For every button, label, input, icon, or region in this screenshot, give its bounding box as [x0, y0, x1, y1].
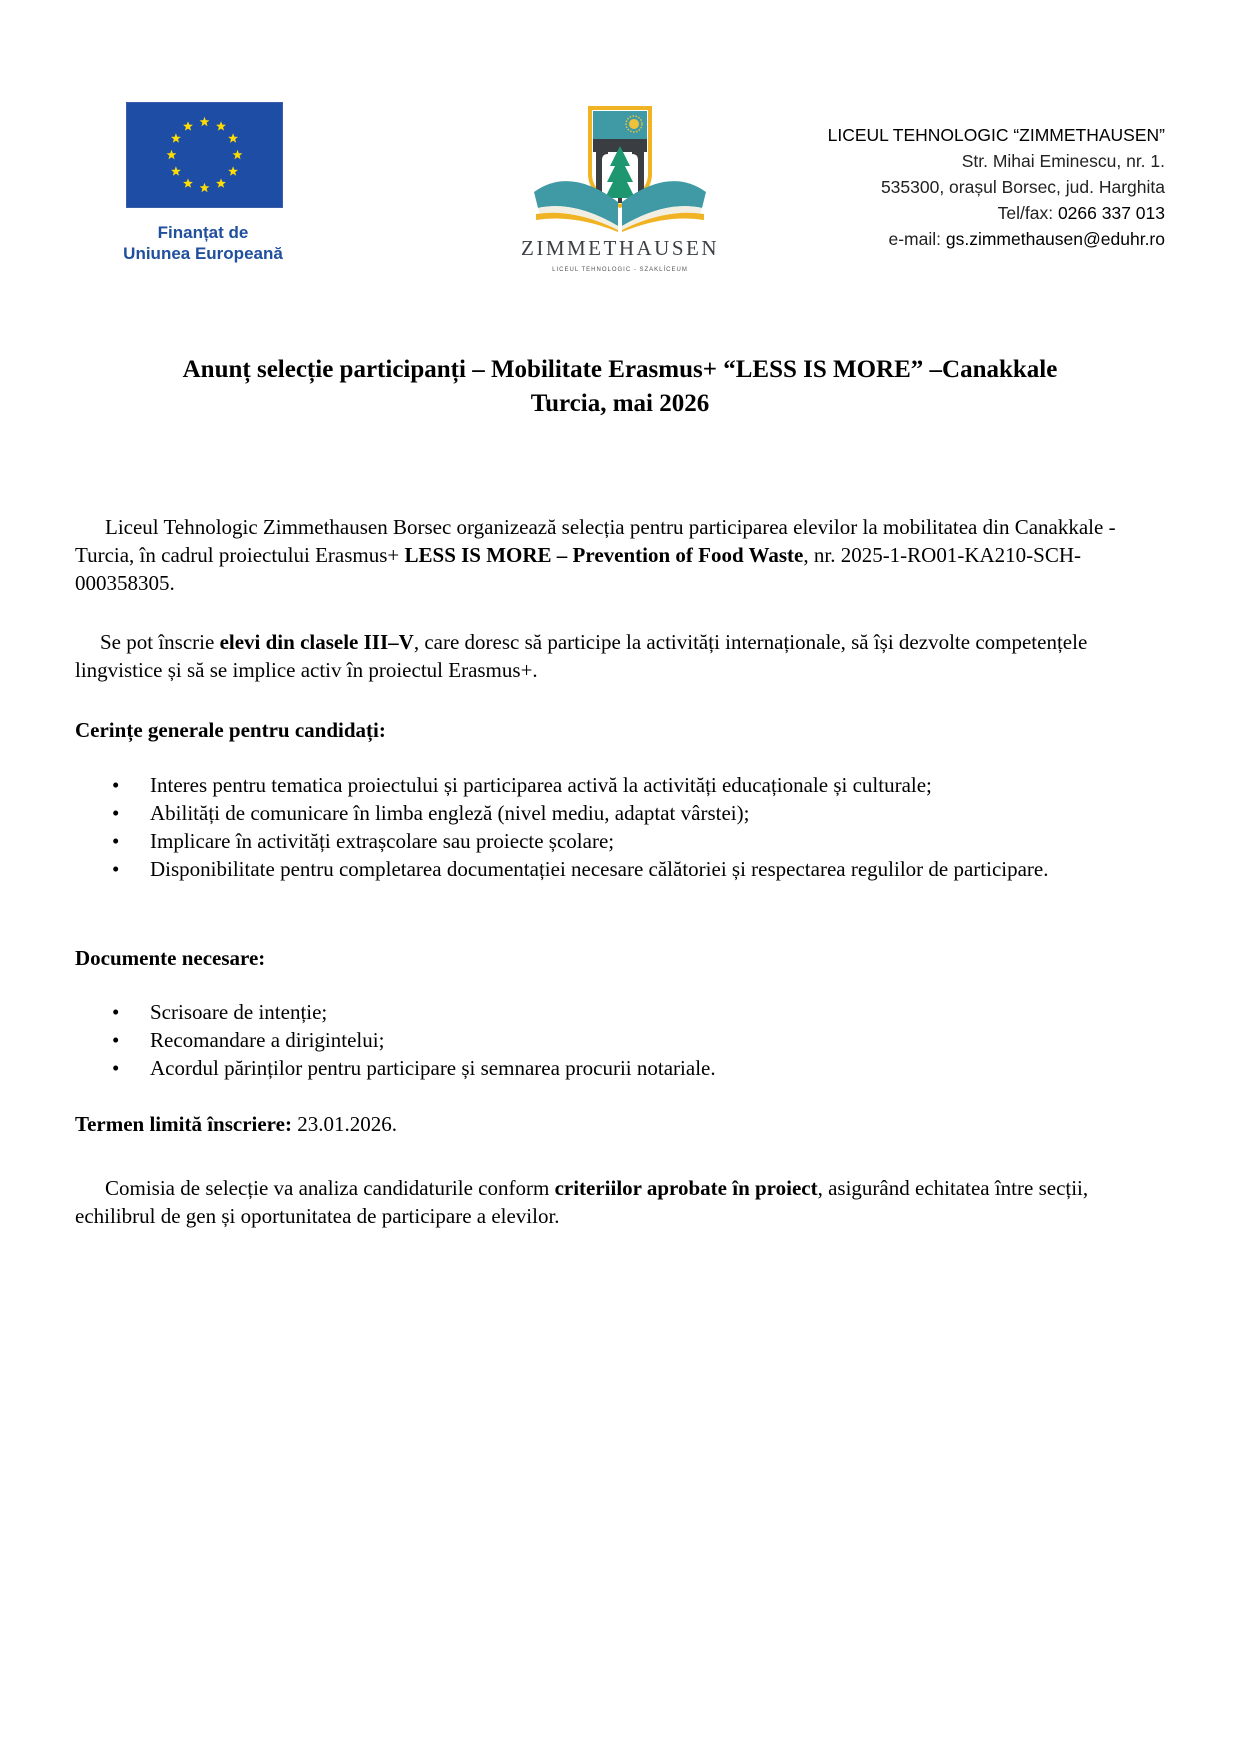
school-phone-line	[828, 200, 1165, 226]
bullet-icon: •	[112, 1056, 120, 1080]
email-address[interactable]: gs.zimmethausen@eduhr.ro	[945, 229, 1165, 249]
eu-text-line1: Finanțat de	[157, 223, 249, 242]
deadline-date: 23.01.2026.	[291, 1112, 397, 1136]
email-label: e-mail:	[888, 229, 946, 249]
announcement-title	[80, 353, 1160, 421]
requirement-text: Disponibilitate pentru completarea documentației necesare călătoriei și respectarea regulilor de participare.	[150, 857, 1049, 881]
school-city: 535300, orașul Borsec, jud. Harghita	[880, 177, 1165, 197]
school-street: Str. Mihai Eminescu, nr. 1.	[961, 151, 1165, 171]
school-email-line	[828, 226, 1165, 252]
list-item	[110, 799, 1150, 827]
project-number: , nr. 2025-1-RO01-KA210-SCH-000358305.	[75, 543, 1082, 595]
school-contact-block	[828, 122, 1165, 252]
eu-funding-text	[118, 222, 288, 264]
eligibility-paragraph	[75, 628, 1160, 684]
list-item	[110, 1054, 1150, 1082]
documents-heading: Documente necesare:	[75, 946, 266, 970]
bullet-icon: •	[112, 829, 120, 853]
list-item	[110, 771, 1150, 799]
school-crest-icon	[530, 104, 710, 232]
requirement-text: Interes pentru tematica proiectului și participarea activă la activități educaționale și culturale;	[150, 773, 932, 797]
bullet-icon: •	[112, 857, 120, 881]
school-title: LICEUL TEHNOLOGIC “ZIMMETHAUSEN”	[827, 125, 1165, 145]
phone-number: 0266 337 013	[1057, 203, 1165, 223]
phone-label: Tel/fax:	[997, 203, 1058, 223]
intro-text: Liceul Tehnologic Zimmethausen Borsec organizează selecția pentru participarea elevilor la mobilitatea din Canakkale - Turcia, în cadrul proiectului Erasmus+	[75, 515, 1116, 567]
bullet-icon: •	[112, 773, 120, 797]
school-logo-subtitle: LICEUL TEHNOLOGIC - SZAKLÍCEUM	[552, 267, 688, 273]
selection-criteria: criteriilor aprobate în proiect	[554, 1176, 818, 1200]
eu-text-line2: Uniunea Europeană	[123, 244, 283, 263]
eu-flag-icon	[126, 102, 283, 208]
documents-list	[110, 998, 1150, 1082]
bullet-icon: •	[112, 801, 120, 825]
eu-funding-logo	[118, 102, 288, 264]
document-text: Acordul părinților pentru participare și semnarea procurii notariale.	[150, 1056, 716, 1080]
project-name: LESS IS MORE – Prevention of Food Waste	[404, 543, 804, 567]
eligibility-text: Se pot înscrie	[100, 630, 220, 654]
title-line-1: Anunț selecție participanți – Mobilitate Erasmus+ “LESS IS MORE” –Canakkale	[182, 356, 1058, 383]
list-item	[110, 827, 1150, 855]
eligible-classes: elevi din clasele III–V	[219, 630, 414, 654]
intro-paragraph	[75, 513, 1160, 597]
requirements-heading: Cerințe generale pentru candidați:	[75, 718, 386, 742]
title-line-2: Turcia, mai 2026	[530, 390, 710, 417]
document-text: Recomandare a dirigintelui;	[150, 1028, 385, 1052]
deadline-line	[75, 1110, 397, 1138]
bullet-icon: •	[112, 1000, 120, 1024]
list-item	[110, 998, 1150, 1026]
list-item	[110, 1026, 1150, 1054]
school-logo-name: ZIMMETHAUSEN	[521, 236, 719, 260]
closing-text-rest: , asigurând echitatea între secții, echilibrul de gen și oportunitatea de participare a elevilor.	[75, 1176, 1089, 1228]
list-item	[110, 855, 1150, 883]
closing-paragraph	[75, 1174, 1160, 1230]
requirement-text: Abilități de comunicare în limba engleză (nivel mediu, adaptat vârstei);	[150, 801, 750, 825]
document-text: Scrisoare de intenție;	[150, 1000, 328, 1024]
closing-text: Comisia de selecție va analiza candidaturile conform	[105, 1176, 555, 1200]
requirements-list	[110, 771, 1150, 883]
requirement-text: Implicare în activități extrașcolare sau proiecte școlare;	[150, 829, 615, 853]
deadline-label: Termen limită înscriere:	[75, 1112, 292, 1136]
school-logo	[520, 104, 720, 273]
bullet-icon: •	[112, 1028, 120, 1052]
eligibility-text-rest: , care doresc să participe la activități internaționale, să își dezvolte competențele lingvistice și să se implice activ în proiectul Erasmus+.	[75, 630, 1088, 682]
